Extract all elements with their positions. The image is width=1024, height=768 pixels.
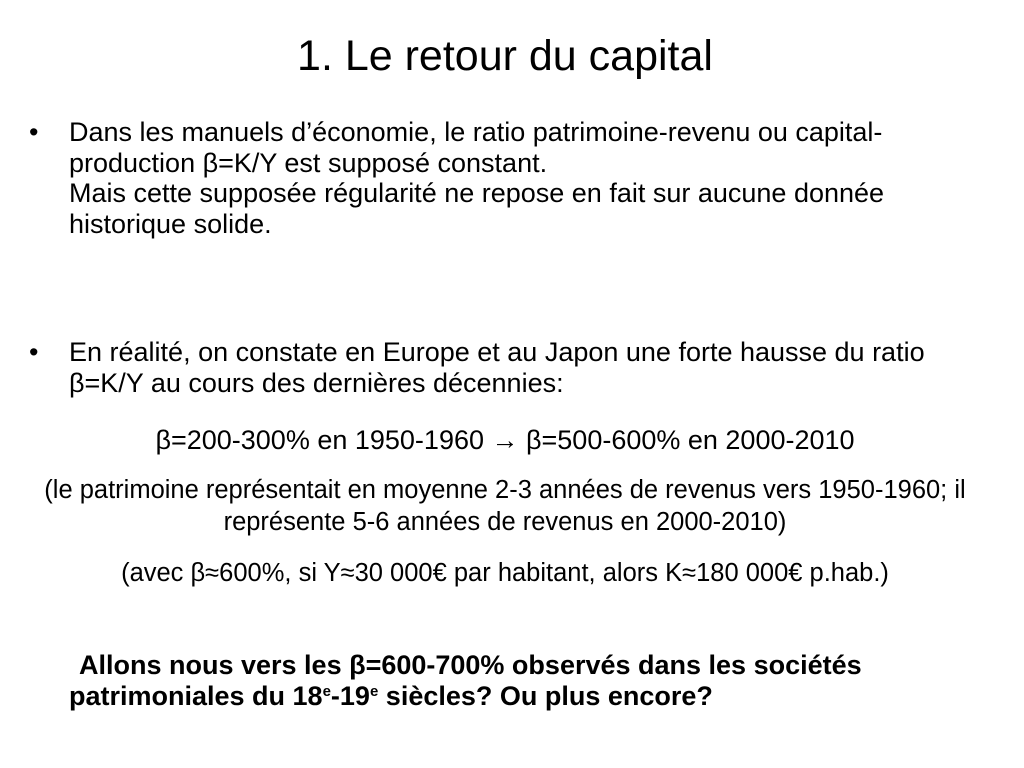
bullet-2-text: En réalité, on constate en Europe et au Japon une forte hausse du ratio β=K/Y au cours des dernières décennies: (69, 337, 925, 398)
conclusion-part-3: siècles? Ou plus encore? (378, 681, 713, 711)
superscript-e-2: e (369, 683, 379, 700)
bullet-icon: • (29, 117, 39, 147)
bullet-item-2 (29, 337, 989, 398)
conclusion-question (69, 650, 989, 712)
ratio-formula: β=200-300% en 1950-1960 → β=500-600% en 2000-2010 (155, 425, 855, 455)
slide-title: 1. Le retour du capital (297, 32, 713, 80)
conclusion-part-1: Allons nous vers les β=600-700% observés dans les sociétés patrimoniales du 18 (69, 650, 862, 711)
note-per-capita-example: (avec β≈600%, si Y≈30 000€ par habitant, alors K≈180 000€ p.hab.) (121, 559, 889, 587)
superscript-e-1: e (322, 683, 331, 700)
bullet-icon: • (29, 337, 39, 367)
note-wealth-years: (le patrimoine représentait en moyenne 2-3 années de revenus vers 1950-1960; il représente 5-6 années de revenus en 2000-2010) (44, 476, 966, 536)
bullet-1-text: Dans les manuels d’économie, le ratio patrimoine-revenu ou capital-production β=K/Y est supposé constant. (69, 117, 883, 178)
bullet-item-1 (29, 117, 989, 239)
conclusion-part-2: -19 (330, 681, 370, 711)
bullet-1-continuation: Mais cette supposée régularité ne repose en fait sur aucune donnée historique solide. (69, 178, 885, 239)
